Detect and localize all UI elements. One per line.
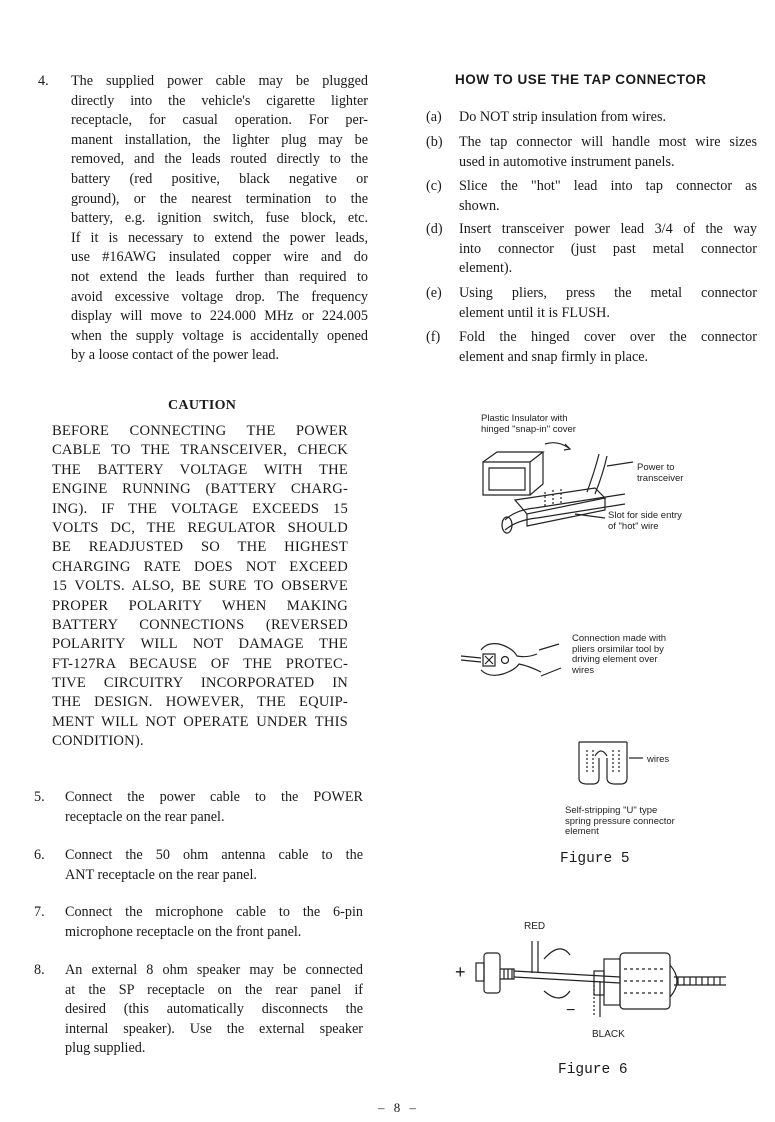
caution-line: BE READJUSTED SO THE HIGHEST — [52, 539, 348, 556]
caution-line: MENT WILL NOT OPERATE UNDER THIS — [52, 713, 348, 730]
text-line: avoid excessive voltage drop. The frequency — [71, 288, 368, 305]
figure-label-line: pliers orsimilar tool by — [572, 643, 664, 655]
step-letter: (f) — [426, 329, 441, 345]
text-line: into connector (just past metal connector — [459, 240, 757, 257]
caution-line: CONDITION). — [52, 733, 144, 750]
caution-line: VOLTS DC, THE REGULATOR SHOULD — [52, 519, 348, 536]
step-letter: (a) — [426, 109, 442, 125]
item-5-text — [65, 788, 363, 827]
step-letter: (c) — [426, 178, 442, 194]
text-line: The supplied power cable may be plugged — [71, 73, 368, 89]
text-line: use #16AWG insulated copper wire and do — [71, 249, 368, 266]
figure-label-line: Self-stripping "U" type — [565, 805, 658, 816]
figure-label-line: of "hot" wire — [608, 520, 659, 532]
label-power — [637, 463, 683, 484]
text-line: microphone receptacle on the front panel. — [65, 923, 302, 940]
step-text — [459, 328, 757, 367]
item-number: 5. — [34, 789, 45, 805]
text-line: desired (this automatically disconnects the — [65, 1001, 363, 1018]
caution-line: THE DESIGN. HOWEVER, THE EQUIP- — [52, 694, 348, 711]
label-black: BLACK — [592, 1029, 625, 1040]
text-line: plug supplied. — [65, 1040, 146, 1057]
item-4-text — [71, 72, 368, 366]
u-connector-drawing — [577, 738, 637, 788]
text-line: Using pliers, press the metal connector — [459, 285, 757, 301]
caution-line: THE BATTERY VOLTAGE WITH THE — [52, 461, 348, 478]
text-line: display will move to 224.000 MHz or 224.005 — [71, 308, 368, 325]
step-letter: (b) — [426, 134, 443, 150]
text-line: shown. — [459, 197, 500, 214]
step-text — [459, 284, 757, 323]
caution-line: BATTERY CONNECTIONS (REVERSED — [52, 616, 348, 633]
text-line: Connect the 50 ohm antenna cable to the — [65, 847, 363, 863]
text-line: battery, e.g. ignition switch, fuse block, etc. — [71, 210, 368, 227]
step-text — [459, 108, 757, 128]
text-line: Do NOT strip insulation from wires. — [459, 109, 667, 125]
step-letter: (d) — [426, 221, 443, 237]
text-line: An external 8 ohm speaker may be connected — [65, 962, 363, 978]
text-line: battery (red positive, black negative or — [71, 170, 368, 187]
figure-label-line: Power to — [637, 462, 675, 473]
text-line: manent installation, the lighter plug may be — [71, 131, 368, 148]
label-minus: − — [566, 1002, 576, 1019]
figure-label-line: wires — [572, 664, 595, 676]
step-letter: (e) — [426, 285, 442, 301]
figure-label-line: element — [565, 826, 599, 837]
text-line: not extend the leads further than required to — [71, 268, 368, 285]
text-line: receptacle on the rear panel. — [65, 808, 225, 825]
step-text — [459, 133, 757, 172]
text-line: The tap connector will handle most wire sizes — [459, 134, 757, 150]
caution-line: BEFORE CONNECTING THE POWER — [52, 423, 348, 439]
caution-line: ING). IF THE VOLTAGE EXCEEDS 15 — [52, 500, 348, 517]
caution-line: ENGINE RUNNING (BATTERY CHARG- — [52, 481, 348, 498]
text-line: used in automotive instrument panels. — [459, 153, 675, 170]
figure-label-line: Slot for side entry — [608, 510, 682, 521]
figure-label-line: hinged "snap-in" cover — [481, 423, 576, 435]
label-red: RED — [524, 921, 546, 932]
item-number: 6. — [34, 847, 45, 863]
figure-label-line: driving element over — [572, 654, 658, 665]
caution-text — [52, 422, 348, 752]
caution-line: POLARITY WILL NOT DAMAGE THE — [52, 636, 348, 653]
caution-line: FT-127RA BECAUSE OF THE PROTEC- — [52, 655, 348, 672]
item-7-text — [65, 903, 363, 942]
figure-6-caption: Figure 6 — [558, 1062, 628, 1078]
item-6-text — [65, 846, 363, 885]
text-line: by a loose contact of the power lead. — [71, 347, 280, 364]
figure-label-line: Plastic Insulator with — [481, 413, 568, 424]
text-line: when the supply voltage is accidentally opened — [71, 327, 368, 344]
caution-line: PROPER POLARITY WHEN MAKING — [52, 597, 348, 614]
step-text — [459, 220, 757, 279]
text-line: directly into the vehicle's cigarette lighter — [71, 92, 368, 109]
caution-title: CAUTION — [168, 398, 237, 413]
item-number: 4. — [38, 73, 49, 89]
figure-5-caption: Figure 5 — [560, 851, 630, 867]
label-plus: + — [455, 962, 466, 982]
label-pliers — [572, 634, 666, 676]
text-line: receptacle, for casual operation. For per- — [71, 112, 368, 129]
text-line: internal speaker). Use the external speaker — [65, 1020, 363, 1037]
label-insulator — [481, 414, 576, 435]
caution-line: TIVE CIRCUITRY INCORPORATED IN — [52, 675, 348, 692]
text-line: Connect the power cable to the POWER — [65, 789, 363, 805]
text-line: at the SP receptacle on the rear panel if — [65, 981, 363, 998]
caution-line: CHARGING RATE DOES NOT EXCEED — [52, 558, 348, 575]
figure-label-line: Connection made with — [572, 633, 666, 644]
text-line: element and snap firmly in place. — [459, 348, 649, 365]
text-line: Fold the hinged cover over the connector — [459, 329, 757, 345]
text-line: Slice the "hot" lead into tap connector as — [459, 178, 757, 194]
text-line: element until it is FLUSH. — [459, 304, 610, 321]
caution-line: CABLE TO THE TRANSCEIVER, CHECK — [52, 442, 348, 459]
tap-connector-title: HOW TO USE THE TAP CONNECTOR — [455, 72, 707, 87]
label-element — [565, 806, 675, 838]
tap-connector-drawing — [475, 440, 635, 550]
label-wires: wires — [647, 754, 670, 765]
item-number: 7. — [34, 904, 45, 920]
item-8-text — [65, 961, 363, 1059]
text-line: ANT receptacle on the rear panel. — [65, 866, 257, 883]
item-number: 8. — [34, 962, 45, 978]
page-number: – 8 – — [378, 1100, 419, 1115]
text-line: Insert transceiver power lead 3/4 of the way — [459, 221, 757, 237]
step-text — [459, 177, 757, 216]
text-line: removed, and the leads routed directly to the — [71, 151, 368, 168]
text-line: element). — [459, 260, 513, 277]
figure-label-line: transceiver — [637, 472, 684, 484]
text-line: ground), or the nearest termination to the — [71, 190, 368, 207]
caution-line: 15 VOLTS. ALSO, BE SURE TO OBSERVE — [52, 578, 348, 595]
pliers-drawing — [457, 638, 567, 688]
figure-label-line: spring pressure connector — [565, 815, 675, 827]
text-line: If it is necessary to extend the power leads, — [71, 229, 368, 246]
text-line: Connect the microphone cable to the 6-pin — [65, 904, 363, 920]
speaker-plug-drawing — [470, 935, 730, 1025]
